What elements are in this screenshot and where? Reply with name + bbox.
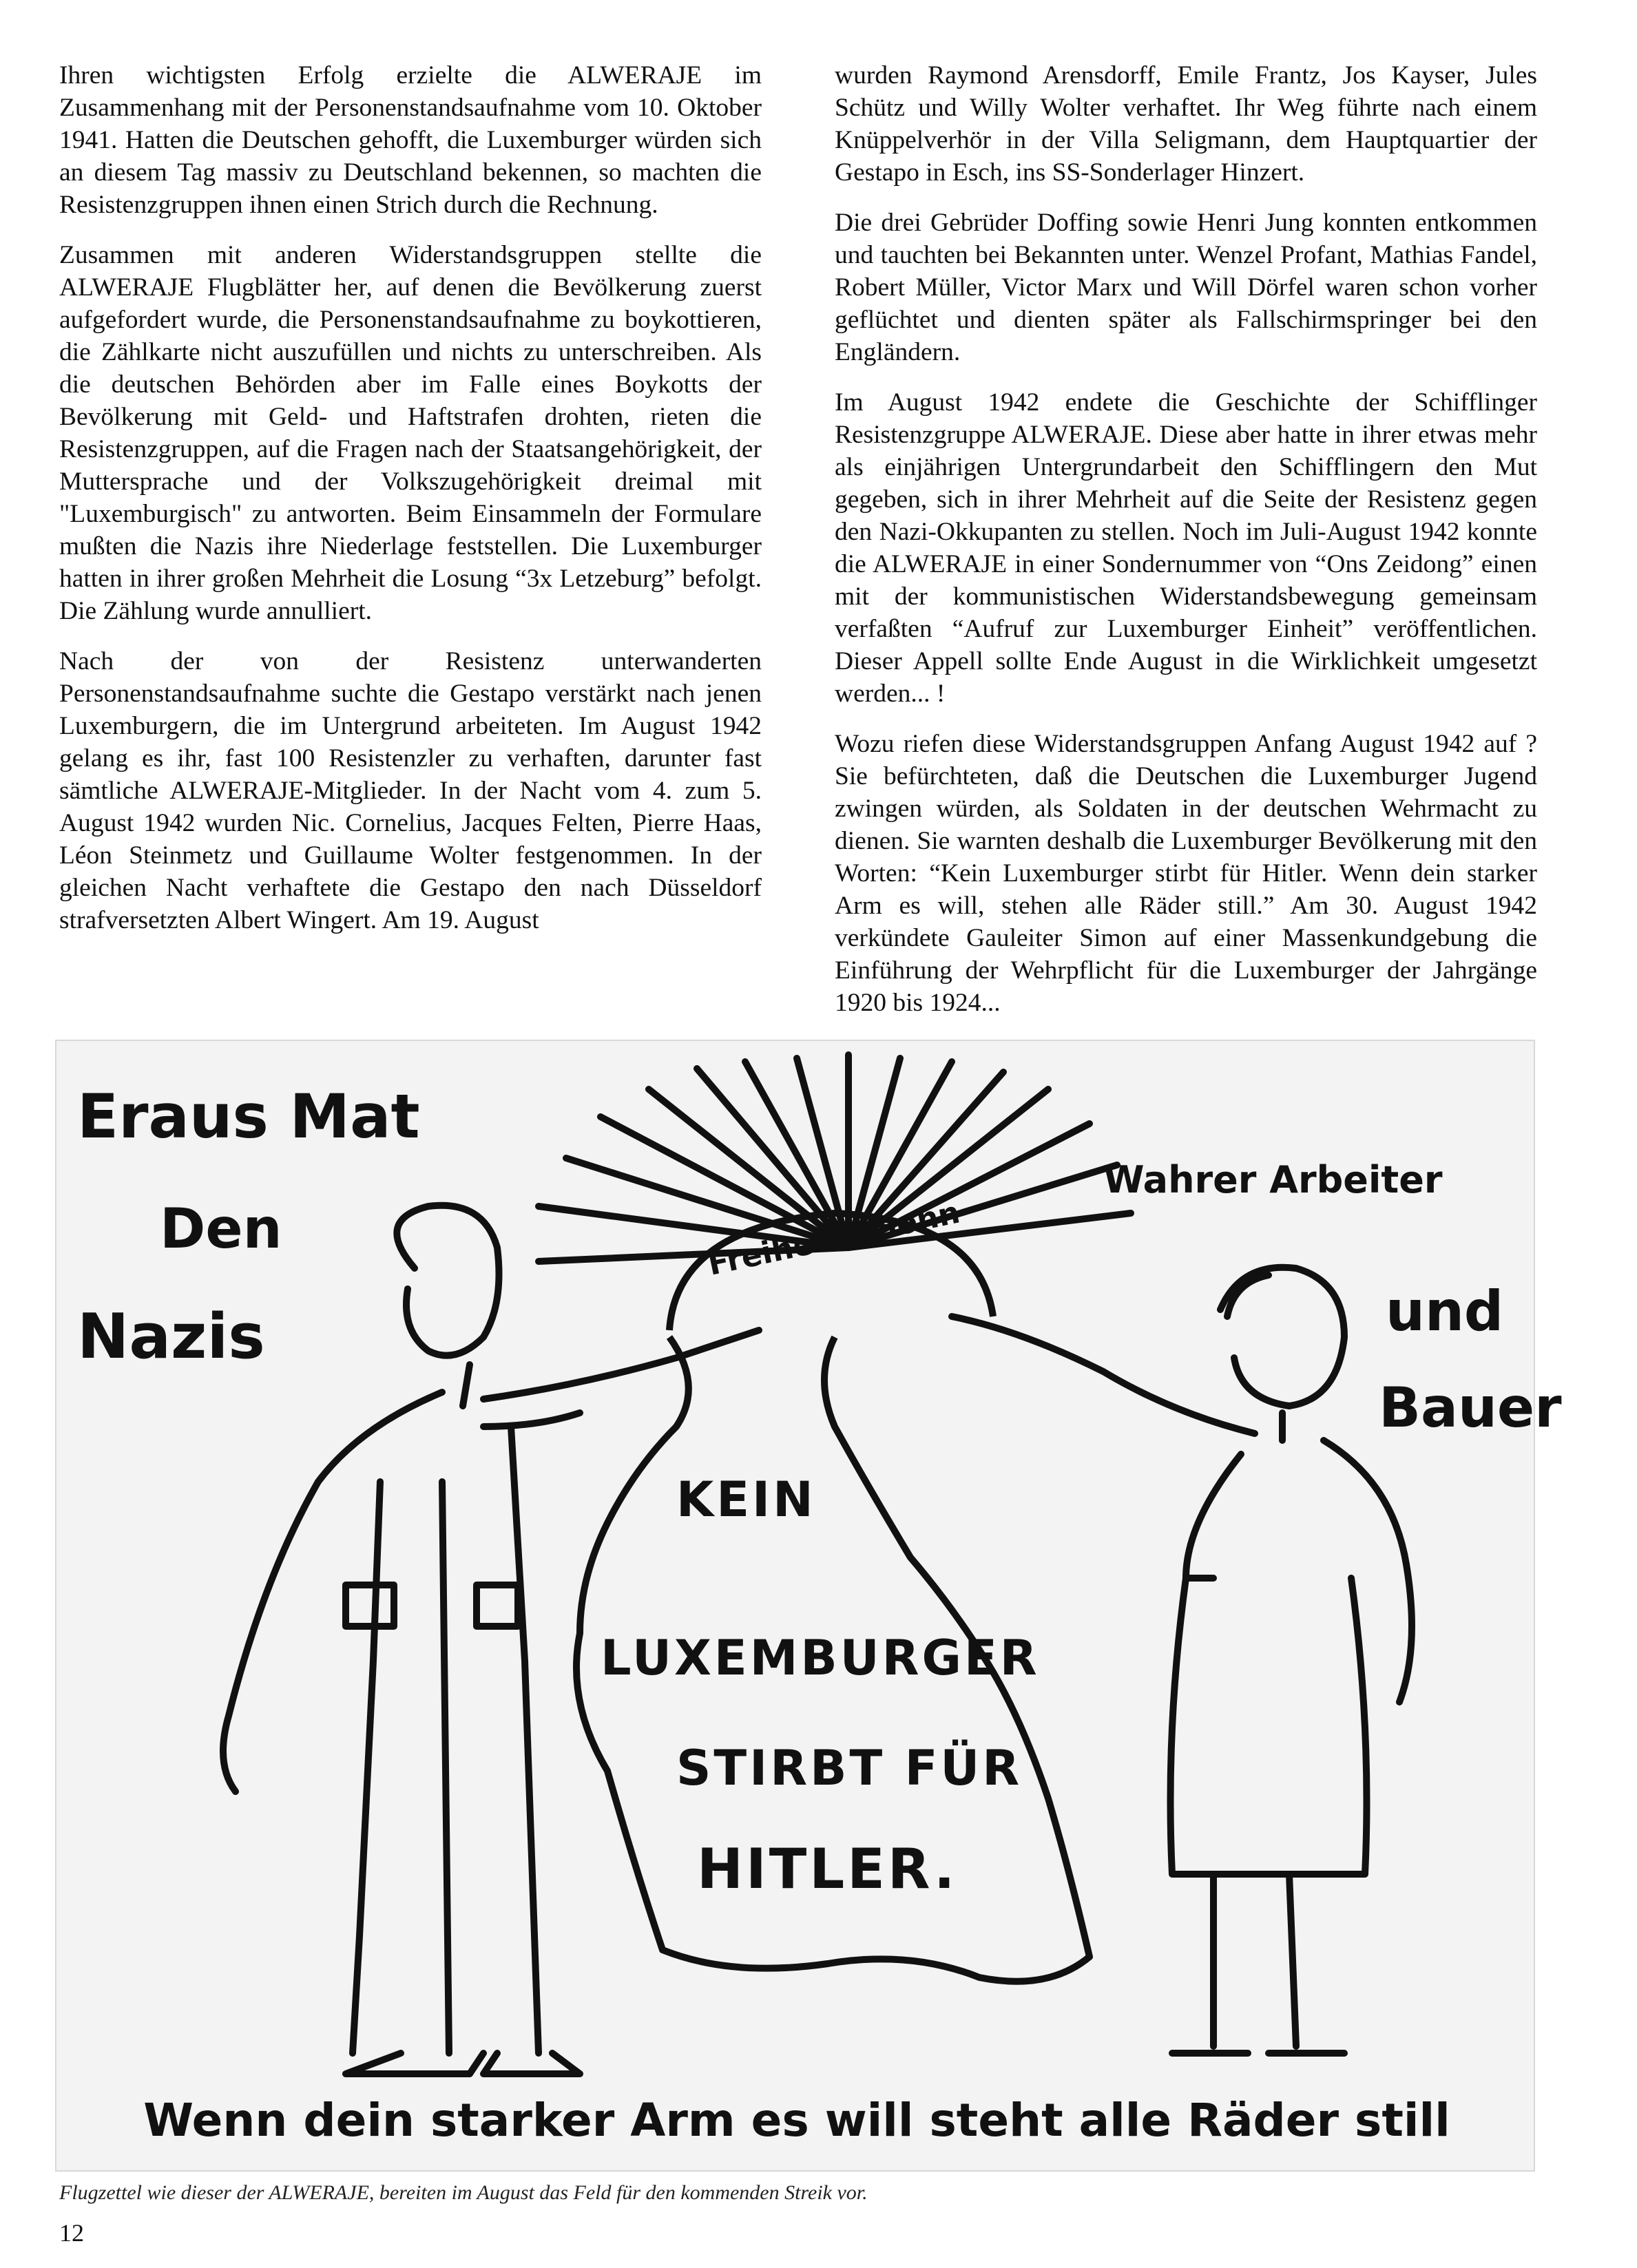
left-slogan-line: Den: [160, 1197, 282, 1261]
left-column: [59, 59, 762, 954]
paragraph: Ihren wichtigsten Erfolg erzielte die ALWERAJE im Zusammenhang mit der Personenstandsaufnahme vom 10. Oktober 1941. Hatten die Deutschen gehofft, die Luxemburger würden sich an diesem Tag massiv zu Deutschland bekennen, so machten die Resistenzgruppen ihnen einen Strich durch die Rechnung.: [59, 61, 762, 219]
paragraph: Nach der von der Resistenz unterwanderten Personenstandsaufnahme suchte die Gestapo verstärkt nach jenen Luxemburgern, die im Untergrund arbeiteten. Im August 1942 gelang es ihr, fast 100 Resistenzler zu verhaften, darunter fast sämtliche ALWERAJE-Mitglieder. In der Nacht vom 4. zum 5. August 1942 wurden Nic. Cornelius, Jacques Felten, Pierre Haas, Léon Steinmetz und Guillaume Wolter festgenommen. In der gleichen Nacht verhaftete die Gestapo den nach Düsseldorf strafversetzten Albert Wingert. Am 19. August: [59, 647, 762, 934]
paragraph: Zusammen mit anderen Widerstandsgruppen stellte die ALWERAJE Flugblätter her, auf denen die Bevölkerung zuerst aufgefordert wurde, die Personenstandsaufnahme zu boykottieren, die Zählkarte nicht auszufüllen und nichts zu unterschreiben. Als die deutschen Behörden aber im Falle eines Boykotts der Bevölkerung mit Geld- und Haftstrafen drohten, rieten die Resistenzgruppen, auf die Fragen nach der Staatsangehörigkeit, der Muttersprache und der Volkszugehörigkeit dreimal mit "Luxemburgisch" zu antworten. Beim Einsammeln der Formulare mußten die Nazis ihre Niederlage feststellen. Die Luxemburger hatten in ihrer großen Mehrheit die Losung “3x Letzeburg” befolgt. Die Zählung wurde annulliert.: [59, 241, 762, 625]
paragraph: Wozu riefen diese Widerstandsgruppen Anfang August 1942 auf ? Sie befürchteten, daß die Deutschen die Luxemburger Jugend zwingen würden, als Soldaten in der deutschen Wehrmacht zu dienen. Sie warnten deshalb die Luxemburger Bevölkerung mit den Worten: “Kein Luxemburger stirbt für Hitler. Wenn dein starker Arm es will, stehen alle Räder still.” Am 30. August 1942 verkündete Gauleiter Simon auf einer Massenkundgebung die Einführung der Wehrpflicht für die Luxemburger der Jahrgänge 1920 bis 1924...: [835, 730, 1537, 1017]
bottom-slogan: Wenn dein starker Arm es will steht alle Räder still: [143, 2094, 1450, 2147]
paragraph: wurden Raymond Arensdorff, Emile Frantz, Jos Kayser, Jules Schütz und Willy Wolter verhaftet. Ihr Weg führte nach einem Knüppelverhör in der Villa Seligmann, dem Hauptquartier der Gestapo in Esch, ins SS-Sonderlager Hinzert.: [835, 61, 1537, 187]
left-slogan-line: Eraus Mat: [77, 1081, 420, 1152]
map-line: LUXEMBURGER: [601, 1630, 1040, 1686]
right-slogan-line: und: [1386, 1279, 1504, 1343]
paragraph: Im August 1942 endete die Geschichte der Schifflinger Resistenzgruppe ALWERAJE. Diese aber hatte in ihrer etwas mehr als einjährigen Untergrundarbeit den Schifflingern den Mut gegeben, sich in ihrer Mehrheit auf die Seite der Resistenz gegen den Nazi-Okkupanten zu stellen. Noch im Juli-August 1942 konnte die ALWERAJE in einer Sondernummer von “Ons Zeidong” einen mit der kommunistischen Widerstandsbewegung gemeinsam verfaßten “Aufruf zur Luxemburger Einheit” veröffentlichen. Dieser Appell sollte Ende August in die Wirklichkeit umgesetzt werden... !: [835, 388, 1537, 708]
right-slogan-line: Bauer: [1379, 1376, 1562, 1440]
paragraph: Die drei Gebrüder Doffing sowie Henri Jung konnten entkommen und tauchten bei Bekannten unter. Wenzel Profant, Mathias Fandel, Robert Müller, Victor Marx und Will Dörfel waren schon vorher geflüchtet und dienten später als Fallschirmspringer bei den Engländern.: [835, 209, 1537, 366]
right-slogan-line: Wahrer Arbeiter: [1103, 1158, 1443, 1201]
map-line: HITLER.: [697, 1837, 958, 1901]
globe-text: Freiheets Sonn: [705, 1195, 963, 1283]
right-column: [835, 59, 1537, 1037]
map-line: KEIN: [676, 1471, 816, 1528]
page-number: 12: [59, 2219, 84, 2247]
figure-caption: Flugzettel wie dieser der ALWERAJE, bereiten im August das Feld für den kommenden Streik vor.: [59, 2181, 868, 2204]
left-slogan-line: Nazis: [77, 1301, 265, 1373]
map-line: STIRBT FÜR: [676, 1740, 1023, 1796]
leaflet-illustration: [55, 1040, 1562, 2172]
